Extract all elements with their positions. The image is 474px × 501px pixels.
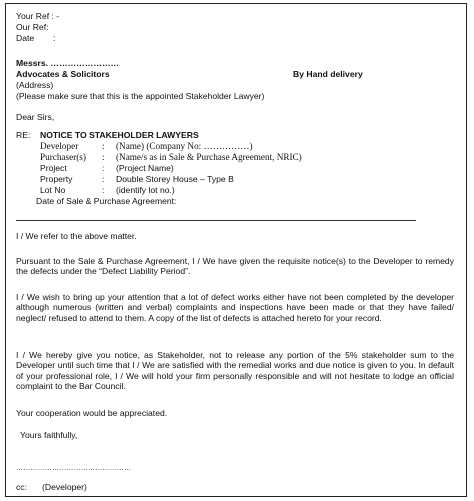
paragraph-cooperation: Your cooperation would be appreciated. [16, 408, 168, 418]
delivery-method: By Hand delivery [293, 69, 363, 79]
paragraph-refer: I / We refer to the above matter. [16, 231, 137, 241]
re-row-value: (identify lot no.) [116, 185, 175, 195]
re-row-property [40, 174, 440, 185]
re-row-colon: : [102, 152, 105, 162]
signature-line: ………………………………………… [16, 465, 132, 472]
date-of-agreement: Date of Sale & Purchase Agreement: [36, 196, 177, 206]
re-row-value: (Name) (Company No: ……………) [116, 141, 253, 151]
re-row-purchaser [40, 152, 440, 163]
re-row-colon: : [102, 185, 105, 195]
re-row-project [40, 163, 440, 174]
our-ref: Our Ref: [16, 22, 49, 32]
address-placeholder: (Address) [16, 80, 54, 90]
re-row-label: Property [40, 174, 73, 184]
re-row-colon: : [102, 163, 105, 173]
salutation: Dear Sirs, [16, 112, 55, 122]
paragraph-notice: I / We hereby give you notice, as Stakeholder, not to release any portion of the 5% stakeholder sum to the Developer until such time that I / We are satisfied with the remedial works and due notice is given to you. In default of your professional role, I / We will hold your firm personally responsible and will not hesitate to lodge an official complaint to the Bar Council. [16, 350, 454, 392]
re-row-value: (Project Name) [116, 163, 174, 173]
re-row-label: Developer [40, 141, 79, 151]
re-row-value: Double Storey House – Type B [116, 174, 234, 184]
re-row-colon: : [102, 174, 105, 184]
re-title: NOTICE TO STAKEHOLDER LAWYERS [40, 130, 199, 140]
section-divider [16, 220, 416, 221]
re-row-developer [40, 141, 440, 152]
cc-value: (Developer) [42, 482, 87, 492]
your-ref: Your Ref : - [16, 11, 60, 21]
stakeholder-note: (Please make sure that this is the appointed Stakeholder Lawyer) [16, 91, 265, 101]
paragraph-pursuant: Pursuant to the Sale & Purchase Agreement, I / We have given the requisite notice(s) to the Developer to remedy the defects under the “Defect Liability Period”. [16, 256, 454, 277]
re-row-label: Project [40, 163, 67, 173]
date-colon: : [53, 33, 56, 43]
re-row-lot [40, 185, 440, 196]
messrs-line: Messrs. …………………… [16, 58, 120, 68]
letter-page [5, 3, 467, 497]
re-row-label: Purchaser(s) [40, 152, 86, 162]
cc-label: cc: [16, 482, 27, 492]
re-row-colon: : [102, 141, 105, 151]
firm-name: Advocates & Solicitors [16, 69, 110, 79]
paragraph-defects: I / We wish to bring up your attention that a lot of defect works either have not been completed by the developer although numerous (written and verbal) complaints and inspections have been made or that they have failed/ neglect/ refused to attend to them. A copy of the list of defects is attached hereto for your record. [16, 292, 454, 323]
date-label: Date [16, 33, 35, 43]
re-row-label: Lot No [40, 185, 66, 195]
yours-faithfully: Yours faithfully, [20, 430, 78, 440]
re-label: RE: [16, 130, 31, 140]
re-row-value: (Name/s as in Sale & Purchase Agreement, NRIC) [116, 152, 302, 162]
